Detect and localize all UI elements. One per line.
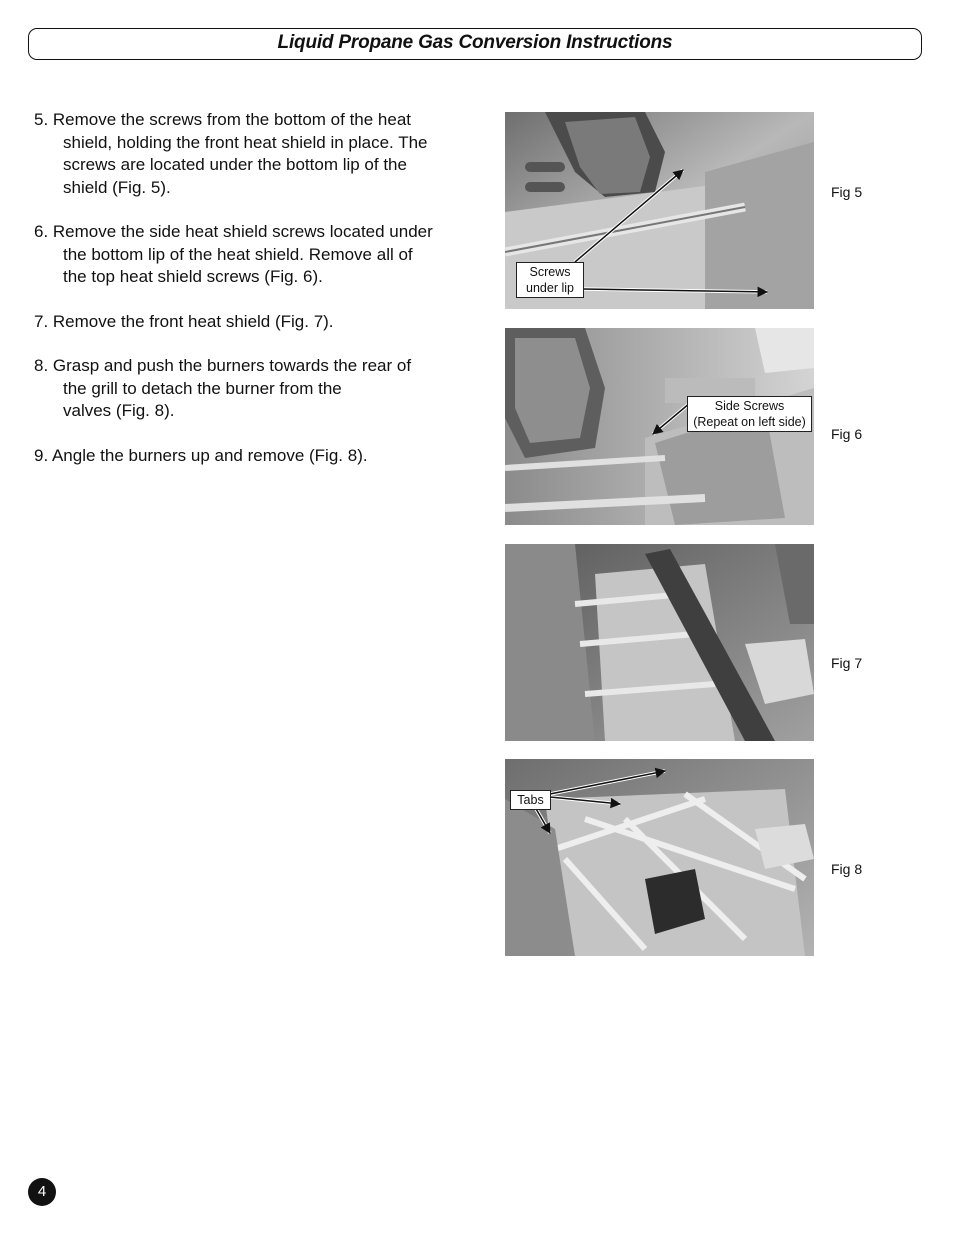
step-line: screws are located under the bottom lip of the [63, 155, 407, 174]
page-title: Liquid Propane Gas Conversion Instructions [277, 32, 673, 53]
step-5 [34, 109, 484, 199]
instruction-steps [34, 109, 484, 489]
figure-5-callout [516, 262, 584, 298]
figure-7-photo [505, 544, 814, 741]
figure-6-label: Fig 6 [831, 426, 863, 442]
step-7 [34, 311, 484, 334]
figure-6-callout [687, 396, 812, 432]
step-line: valves (Fig. 8). [63, 401, 175, 420]
step-8 [34, 355, 484, 423]
figure-7-label: Fig 7 [831, 655, 863, 671]
figure-8-label: Fig 8 [831, 861, 863, 877]
page-number-badge: 4 [28, 1178, 56, 1206]
step-line: the bottom lip of the heat shield. Remove all of [63, 244, 413, 264]
callout-line: (Repeat on left side) [693, 415, 806, 429]
step-line: 9. Angle the burners up and remove (Fig. 8). [34, 445, 368, 465]
title-banner [28, 28, 922, 60]
step-line: the top heat shield screws (Fig. 6). [63, 267, 323, 286]
step-6 [34, 221, 484, 289]
figure-8-callout [510, 790, 551, 810]
figure-8-arrows [505, 759, 814, 956]
step-9 [34, 445, 484, 468]
step-line: 7. Remove the front heat shield (Fig. 7). [34, 311, 334, 331]
step-line: 5. Remove the screws from the bottom of the heat [34, 110, 412, 129]
step-line: the grill to detach the burner from the [63, 378, 342, 398]
step-line: shield (Fig. 5). [63, 177, 171, 197]
step-line: 6. Remove the side heat shield screws located under [34, 222, 433, 241]
step-line: shield, holding the front heat shield in place. The [63, 132, 428, 152]
step-line: 8. Grasp and push the burners towards the rear of [34, 356, 412, 375]
callout-line: under lip [526, 281, 574, 295]
callout-line: Screws [529, 265, 571, 279]
callout-line: Side Screws [714, 399, 785, 413]
callout-line: Tabs [517, 793, 544, 807]
figure-5-label: Fig 5 [831, 184, 863, 200]
